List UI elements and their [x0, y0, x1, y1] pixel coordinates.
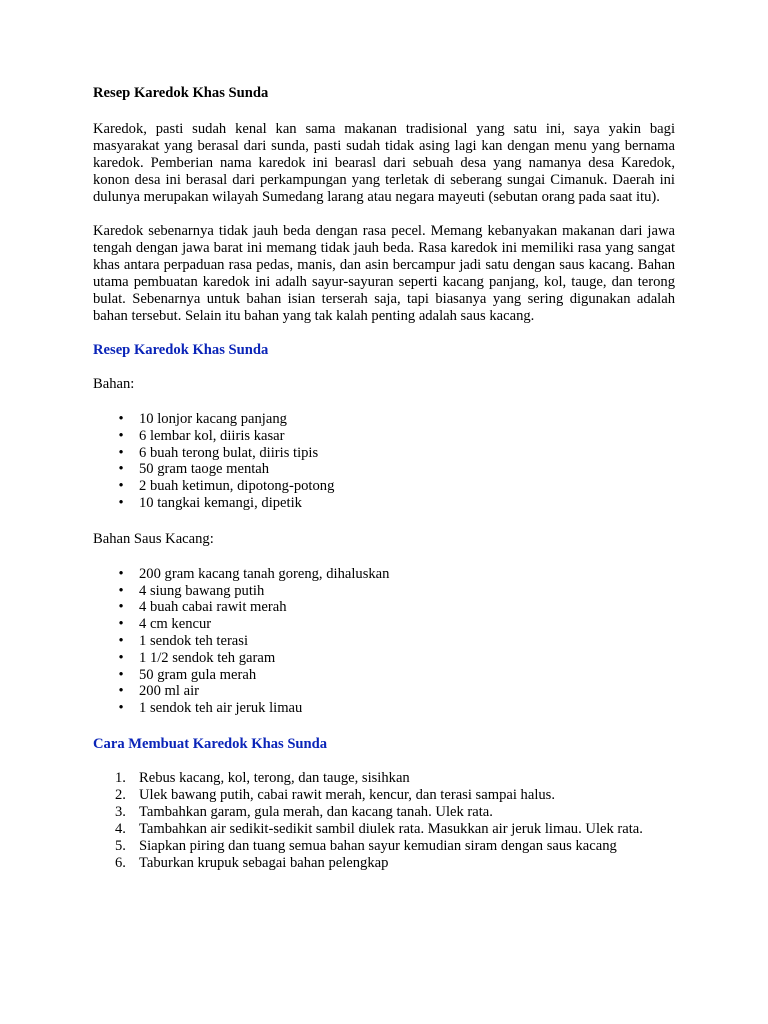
- list-item: [93, 804, 675, 821]
- ingredient-text: 2 buah ketimun, dipotong-potong: [139, 478, 335, 495]
- sauce-ingredient-text: 4 cm kencur: [139, 616, 212, 633]
- bullet-icon: •: [118, 700, 124, 717]
- bullet-icon: •: [118, 666, 124, 683]
- bullet-icon: •: [118, 478, 124, 495]
- bullet-icon: •: [118, 461, 124, 478]
- list-item: [93, 583, 675, 600]
- list-item: [93, 445, 675, 462]
- method-steps-list: [93, 770, 675, 872]
- intro-paragraph-1: Karedok, pasti sudah kenal kan sama makanan tradisional yang satu ini, saya yakin bagi masyarakat yang berasal dari sunda, pasti sudah tidak asing lagi kan dengan menu yang bernama karedok. Pemberian nama karedok ini bearasl dari sebuah desa yang namanya desa Karedok, konon desa ini berasal dari perkampungan yang terletak di seberang sungai Cimanuk. Daerah ini dulunya merupakan wilayah Sumedang larang atau negara mayeuti (sebutan orang pada saat itu).: [93, 121, 675, 205]
- list-item: [93, 855, 675, 872]
- ingredient-text: 10 lonjor kacang panjang: [139, 411, 287, 427]
- bullet-icon: •: [118, 565, 124, 582]
- list-item: [93, 478, 675, 495]
- document-page: [93, 85, 675, 872]
- bullet-icon: •: [118, 632, 124, 649]
- ingredients-list: [93, 411, 675, 512]
- list-item: [93, 616, 675, 633]
- ingredient-text: 10 tangkai kemangi, dipetik: [139, 494, 302, 511]
- ingredients-label: Bahan:: [93, 376, 135, 392]
- list-item: [93, 667, 675, 684]
- list-item: [93, 650, 675, 667]
- list-item: [93, 700, 675, 717]
- step-text: Ulek bawang putih, cabai rawit merah, kencur, dan terasi sampai halus.: [139, 786, 555, 803]
- step-number: 3.: [115, 803, 126, 820]
- ingredient-text: 6 lembar kol, diiris kasar: [139, 427, 285, 444]
- bullet-icon: •: [118, 616, 124, 633]
- list-item: [93, 838, 675, 855]
- bullet-icon: •: [118, 444, 124, 461]
- list-item: [93, 770, 675, 787]
- list-item: [93, 461, 675, 478]
- sauce-ingredient-text: 200 gram kacang tanah goreng, dihaluskan: [139, 565, 390, 582]
- bullet-icon: •: [118, 683, 124, 700]
- sauce-ingredient-text: 4 buah cabai rawit merah: [139, 599, 287, 616]
- step-number: 1.: [115, 769, 126, 786]
- sauce-ingredient-text: 1 1/2 sendok teh garam: [139, 649, 276, 666]
- ingredient-text: 6 buah terong bulat, diiris tipis: [139, 444, 319, 461]
- list-item: [93, 821, 675, 838]
- step-number: 2.: [115, 786, 126, 803]
- step-text: Tambahkan garam, gula merah, dan kacang tanah. Ulek rata.: [139, 803, 493, 820]
- step-number: 4.: [115, 820, 126, 837]
- list-item: [93, 599, 675, 616]
- method-heading: Cara Membuat Karedok Khas Sunda: [93, 735, 328, 752]
- sauce-ingredient-text: 1 sendok teh terasi: [139, 632, 249, 649]
- bullet-icon: •: [118, 582, 124, 599]
- document-title: Resep Karedok Khas Sunda: [93, 85, 269, 101]
- step-text: Rebus kacang, kol, terong, dan tauge, sisihkan: [139, 769, 410, 786]
- bullet-icon: •: [118, 427, 124, 444]
- recipe-heading: Resep Karedok Khas Sunda: [93, 342, 269, 358]
- intro-paragraph-2: Karedok sebenarnya tidak jauh beda dengan rasa pecel. Memang kebanyakan makanan dari jawa tengah dengan jawa barat ini memang tidak jauh beda. Rasa karedok ini memiliki rasa yang sangat khas antara perpaduan rasa pedas, manis, dan asin bercampur jadi satu dengan saus kacang. Bahan utama pembuatan karedok ini adalh sayur-sayuran seperti kacang panjang, kol, tauge, dan terong bulat. Sebenarnya untuk bahan isian terserah saja, tapi biasanya yang sering digunakan adalah bahan tersebut. Selain itu bahan yang tak kalah penting adalah saus kacang.: [93, 223, 675, 324]
- list-item: [93, 495, 675, 512]
- step-number: 5.: [115, 837, 126, 854]
- list-item: [93, 411, 675, 428]
- step-text: Tambahkan air sedikit-sedikit sambil diulek rata. Masukkan air jeruk limau. Ulek rata.: [139, 820, 643, 837]
- ingredient-text: 50 gram taoge mentah: [139, 461, 270, 478]
- list-item: [93, 787, 675, 804]
- sauce-label: Bahan Saus Kacang:: [93, 530, 214, 547]
- list-item: [93, 566, 675, 583]
- sauce-ingredient-text: 50 gram gula merah: [139, 666, 257, 683]
- bullet-icon: •: [118, 411, 124, 427]
- sauce-ingredients-list: [93, 566, 675, 717]
- sauce-ingredient-text: 4 siung bawang putih: [139, 582, 265, 599]
- sauce-ingredient-text: 1 sendok teh air jeruk limau: [139, 700, 303, 717]
- step-text: Siapkan piring dan tuang semua bahan sayur kemudian siram dengan saus kacang: [139, 837, 617, 854]
- sauce-ingredient-text: 200 ml air: [139, 683, 199, 700]
- bullet-icon: •: [118, 494, 124, 511]
- step-number: 6.: [115, 854, 126, 871]
- bullet-icon: •: [118, 599, 124, 616]
- list-item: [93, 428, 675, 445]
- step-text: Taburkan krupuk sebagai bahan pelengkap: [139, 854, 389, 871]
- list-item: [93, 683, 675, 700]
- bullet-icon: •: [118, 649, 124, 666]
- list-item: [93, 633, 675, 650]
